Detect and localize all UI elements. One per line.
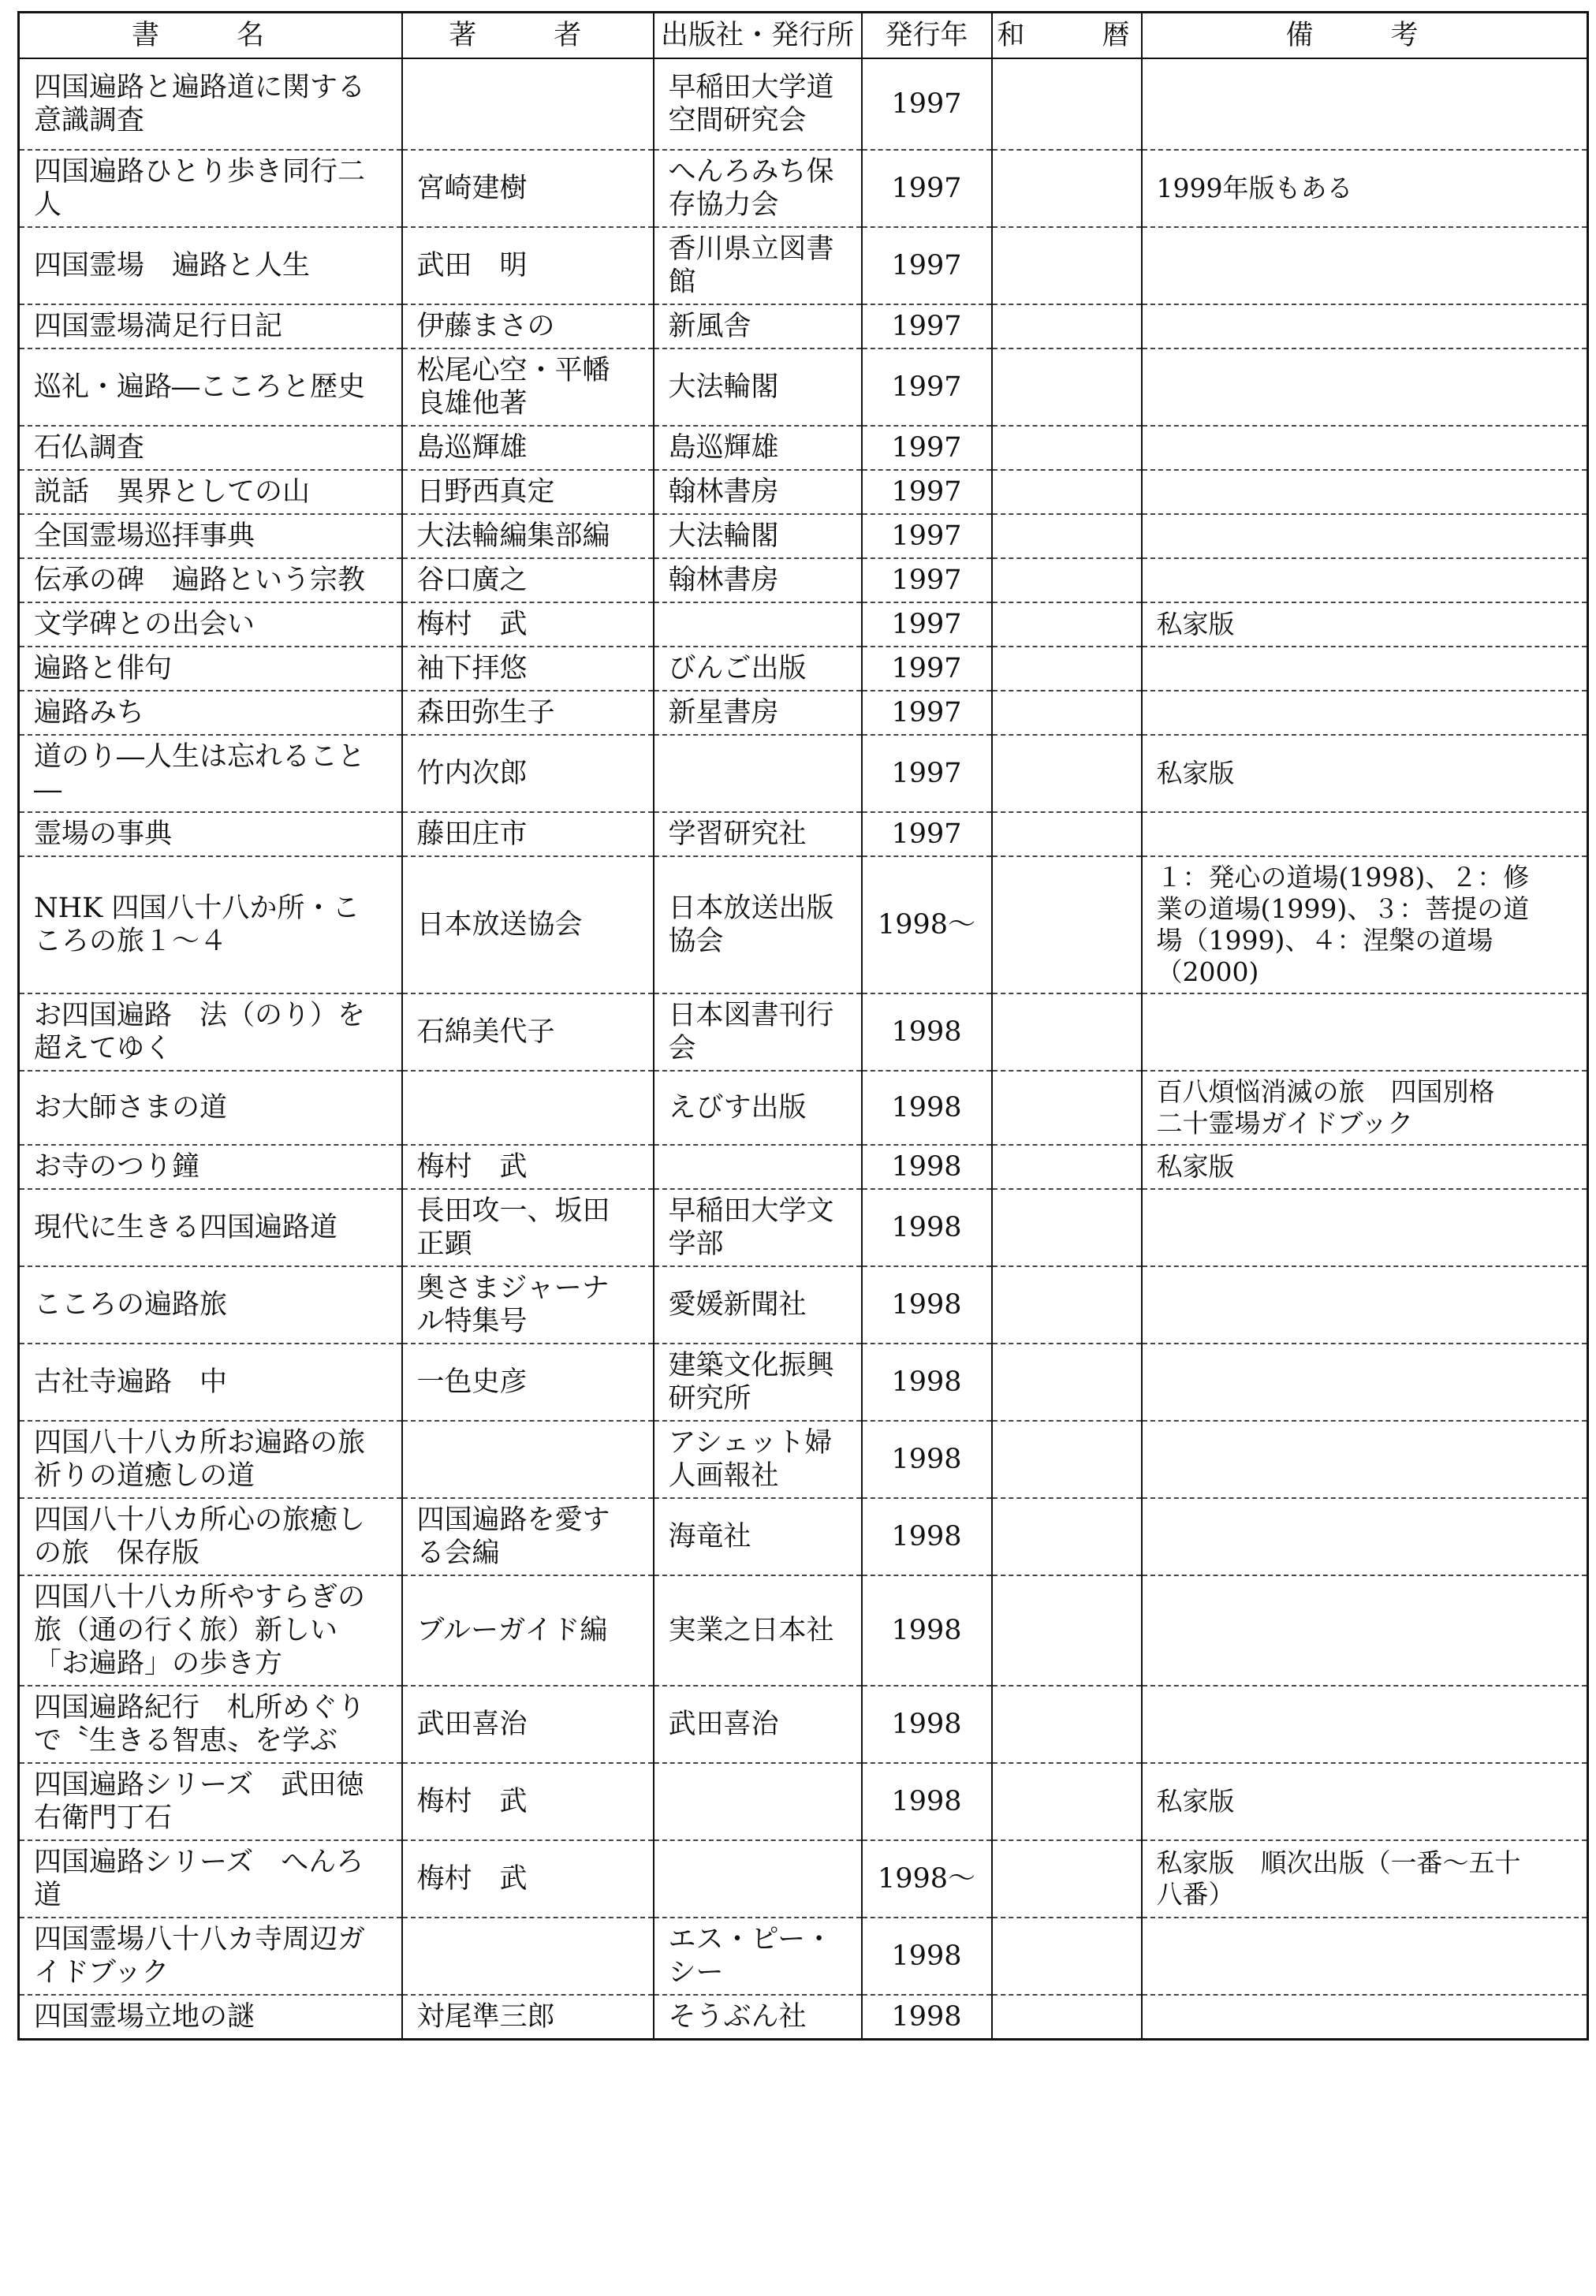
cell-wareki [992, 1498, 1142, 1575]
cell-note [1142, 993, 1588, 1071]
cell-author: 一色史彦 [402, 1344, 654, 1421]
table-body [19, 58, 1588, 2040]
header-year: 発行年 [862, 13, 992, 59]
table-row [19, 1421, 1588, 1498]
cell-note [1142, 348, 1588, 426]
cell-wareki [992, 1840, 1142, 1918]
cell-year: 1997 [862, 227, 992, 304]
table-row [19, 993, 1588, 1071]
cell-author: 梅村 武 [402, 1840, 654, 1918]
cell-title: 石仏調査 [19, 426, 402, 470]
cell-note [1142, 58, 1588, 150]
cell-title: 巡礼・遍路―こころと歴史 [19, 348, 402, 426]
cell-note: 私家版 [1142, 1145, 1588, 1189]
cell-author: 梅村 武 [402, 602, 654, 647]
table-row [19, 426, 1588, 470]
cell-year: 1998 [862, 1266, 992, 1344]
cell-publisher: 学習研究社 [654, 812, 862, 856]
cell-wareki [992, 1421, 1142, 1498]
cell-title: お四国遍路 法（のり）を 超えてゆく [19, 993, 402, 1071]
header-title: 書 名 [19, 13, 402, 59]
cell-title: 全国霊場巡拝事典 [19, 514, 402, 558]
cell-publisher [654, 602, 862, 647]
cell-note [1142, 1498, 1588, 1575]
cell-year: 1998 [862, 1189, 992, 1266]
cell-author: 伊藤まさの [402, 304, 654, 348]
cell-title: 四国霊場八十八カ寺周辺ガ イドブック [19, 1918, 402, 1995]
cell-wareki [992, 1189, 1142, 1266]
cell-wareki [992, 1071, 1142, 1145]
cell-publisher: 武田喜治 [654, 1686, 862, 1763]
cell-publisher: 翰林書房 [654, 558, 862, 602]
cell-note [1142, 426, 1588, 470]
table-row [19, 1145, 1588, 1189]
cell-note: １：発心の道場(1998)、２：修 業の道場(1999)、３：菩提の道 場（1999)、４：涅槃の道場 （2000) [1142, 856, 1588, 993]
cell-title: 四国遍路ひとり歩き同行二人 [19, 150, 402, 227]
cell-note: 私家版 順次出版（一番～五十 八番） [1142, 1840, 1588, 1918]
cell-note [1142, 558, 1588, 602]
cell-publisher [654, 1840, 862, 1918]
cell-year: 1997 [862, 58, 992, 150]
cell-note [1142, 470, 1588, 514]
cell-year: 1997 [862, 348, 992, 426]
cell-wareki [992, 691, 1142, 735]
cell-title: 文学碑との出会い [19, 602, 402, 647]
cell-publisher: エス・ピー・ シー [654, 1918, 862, 1995]
cell-wareki [992, 1145, 1142, 1189]
cell-note [1142, 1575, 1588, 1686]
header-note: 備 考 [1142, 13, 1588, 59]
table-row [19, 735, 1588, 812]
cell-title: 四国霊場満足行日記 [19, 304, 402, 348]
cell-wareki [992, 514, 1142, 558]
cell-title: 説話 異界としての山 [19, 470, 402, 514]
cell-wareki [992, 1995, 1142, 2040]
cell-author: ブルーガイド編 [402, 1575, 654, 1686]
cell-wareki [992, 647, 1142, 691]
cell-wareki [992, 993, 1142, 1071]
cell-author: 藤田庄市 [402, 812, 654, 856]
cell-year: 1997 [862, 602, 992, 647]
cell-title: 四国霊場立地の謎 [19, 1995, 402, 2040]
cell-wareki [992, 58, 1142, 150]
cell-wareki [992, 304, 1142, 348]
cell-wareki [992, 1763, 1142, 1840]
cell-publisher: 香川県立図書館 [654, 227, 862, 304]
table-row [19, 1995, 1588, 2040]
cell-author: 日本放送協会 [402, 856, 654, 993]
cell-author [402, 1918, 654, 1995]
cell-year: 1997 [862, 735, 992, 812]
cell-year: 1997 [862, 426, 992, 470]
cell-author: 奥さまジャーナ ル特集号 [402, 1266, 654, 1344]
cell-year: 1997 [862, 812, 992, 856]
cell-year: 1997 [862, 470, 992, 514]
cell-author: 島巡輝雄 [402, 426, 654, 470]
cell-year: 1998 [862, 1344, 992, 1421]
cell-title: こころの遍路旅 [19, 1266, 402, 1344]
cell-publisher: 日本放送出版 協会 [654, 856, 862, 993]
cell-wareki [992, 150, 1142, 227]
cell-note: 私家版 [1142, 735, 1588, 812]
cell-author: 宮崎建樹 [402, 150, 654, 227]
cell-author [402, 1071, 654, 1145]
cell-note: 1999年版もある [1142, 150, 1588, 227]
bibliography-table [17, 11, 1589, 2041]
cell-wareki [992, 1918, 1142, 1995]
cell-year: 1997 [862, 514, 992, 558]
cell-author: 武田喜治 [402, 1686, 654, 1763]
cell-year: 1998 [862, 1498, 992, 1575]
cell-wareki [992, 426, 1142, 470]
cell-year: 1997 [862, 150, 992, 227]
cell-title: お寺のつり鐘 [19, 1145, 402, 1189]
table-row [19, 227, 1588, 304]
cell-author [402, 58, 654, 150]
cell-title: 四国遍路紀行 札所めぐり で〝生きる智恵〟を学ぶ [19, 1686, 402, 1763]
table-row [19, 1071, 1588, 1145]
cell-publisher: へんろみち保 存協力会 [654, 150, 862, 227]
cell-publisher: 早稲田大学文 学部 [654, 1189, 862, 1266]
cell-publisher: 翰林書房 [654, 470, 862, 514]
cell-note [1142, 227, 1588, 304]
cell-author: 武田 明 [402, 227, 654, 304]
cell-year: 1997 [862, 691, 992, 735]
cell-publisher [654, 735, 862, 812]
cell-year: 1998 [862, 993, 992, 1071]
table-row [19, 1763, 1588, 1840]
table-row [19, 1344, 1588, 1421]
cell-publisher: 早稲田大学道 空間研究会 [654, 58, 862, 150]
cell-author: 森田弥生子 [402, 691, 654, 735]
cell-wareki [992, 558, 1142, 602]
table-row [19, 150, 1588, 227]
cell-author: 梅村 武 [402, 1145, 654, 1189]
cell-author: 大法輪編集部編 [402, 514, 654, 558]
cell-note [1142, 691, 1588, 735]
table-row [19, 1686, 1588, 1763]
cell-title: 遍路と俳句 [19, 647, 402, 691]
cell-publisher [654, 1763, 862, 1840]
cell-note [1142, 1189, 1588, 1266]
cell-note [1142, 304, 1588, 348]
cell-wareki [992, 1686, 1142, 1763]
cell-title: 四国遍路と遍路道に関する 意識調査 [19, 58, 402, 150]
cell-publisher: 新風舎 [654, 304, 862, 348]
cell-title: NHK 四国八十八か所・こ ころの旅１～４ [19, 856, 402, 993]
bibliography-sheet [17, 11, 1587, 2041]
cell-publisher: アシェット婦 人画報社 [654, 1421, 862, 1498]
cell-title: 霊場の事典 [19, 812, 402, 856]
table-row [19, 1840, 1588, 1918]
cell-note [1142, 647, 1588, 691]
cell-year: 1997 [862, 558, 992, 602]
cell-publisher: 愛媛新聞社 [654, 1266, 862, 1344]
cell-author: 袖下拝悠 [402, 647, 654, 691]
cell-year: 1998 [862, 1763, 992, 1840]
cell-title: 現代に生きる四国遍路道 [19, 1189, 402, 1266]
cell-year: 1998 [862, 1421, 992, 1498]
table-row [19, 647, 1588, 691]
table-row [19, 602, 1588, 647]
cell-author: 対尾準三郎 [402, 1995, 654, 2040]
cell-publisher: 海竜社 [654, 1498, 862, 1575]
header-author: 著 者 [402, 13, 654, 59]
cell-note [1142, 1686, 1588, 1763]
cell-publisher: 建築文化振興 研究所 [654, 1344, 862, 1421]
cell-wareki [992, 1575, 1142, 1686]
table-row [19, 58, 1588, 150]
header-row [19, 13, 1588, 59]
cell-wareki [992, 1266, 1142, 1344]
cell-year: 1998 [862, 1686, 992, 1763]
cell-wareki [992, 1344, 1142, 1421]
cell-year: 1998～ [862, 1840, 992, 1918]
cell-note: 私家版 [1142, 602, 1588, 647]
cell-author: 梅村 武 [402, 1763, 654, 1840]
cell-title: 四国八十八カ所やすらぎの 旅（通の行く旅）新しい 「お遍路」の歩き方 [19, 1575, 402, 1686]
cell-publisher: そうぶん社 [654, 1995, 862, 2040]
cell-title: お大師さまの道 [19, 1071, 402, 1145]
table-row [19, 1575, 1588, 1686]
cell-year: 1998～ [862, 856, 992, 993]
cell-wareki [992, 227, 1142, 304]
table-row [19, 1266, 1588, 1344]
cell-note [1142, 1266, 1588, 1344]
cell-title: 四国八十八カ所お遍路の旅 祈りの道癒しの道 [19, 1421, 402, 1498]
header-publisher: 出版社・発行所 [654, 13, 862, 59]
cell-wareki [992, 856, 1142, 993]
cell-note: 百八煩悩消滅の旅 四国別格 二十霊場ガイドブック [1142, 1071, 1588, 1145]
table-row [19, 812, 1588, 856]
cell-note [1142, 1344, 1588, 1421]
table-row [19, 348, 1588, 426]
cell-publisher: 大法輪閣 [654, 348, 862, 426]
cell-year: 1997 [862, 304, 992, 348]
table-row [19, 856, 1588, 993]
cell-author: 長田攻一、坂田 正顕 [402, 1189, 654, 1266]
table-row [19, 1918, 1588, 1995]
cell-publisher: 大法輪閣 [654, 514, 862, 558]
table-row [19, 304, 1588, 348]
cell-wareki [992, 735, 1142, 812]
table-row [19, 514, 1588, 558]
table-row [19, 470, 1588, 514]
cell-author: 竹内次郎 [402, 735, 654, 812]
cell-title: 古社寺遍路 中 [19, 1344, 402, 1421]
cell-title: 伝承の碑 遍路という宗教 [19, 558, 402, 602]
cell-wareki [992, 348, 1142, 426]
cell-year: 1998 [862, 1918, 992, 1995]
cell-publisher: えびす出版 [654, 1071, 862, 1145]
cell-year: 1998 [862, 1575, 992, 1686]
cell-year: 1998 [862, 1145, 992, 1189]
cell-title: 道のり―人生は忘れること― [19, 735, 402, 812]
cell-title: 遍路みち [19, 691, 402, 735]
cell-title: 四国遍路シリーズ へんろ道 [19, 1840, 402, 1918]
cell-note [1142, 1421, 1588, 1498]
cell-wareki [992, 602, 1142, 647]
cell-note [1142, 812, 1588, 856]
cell-title: 四国八十八カ所心の旅癒し の旅 保存版 [19, 1498, 402, 1575]
cell-year: 1997 [862, 647, 992, 691]
cell-wareki [992, 470, 1142, 514]
cell-author: 四国遍路を愛す る会編 [402, 1498, 654, 1575]
cell-author [402, 1421, 654, 1498]
cell-year: 1998 [862, 1995, 992, 2040]
cell-title: 四国霊場 遍路と人生 [19, 227, 402, 304]
cell-publisher: 新星書房 [654, 691, 862, 735]
cell-publisher: びんご出版 [654, 647, 862, 691]
table-row [19, 558, 1588, 602]
table-row [19, 691, 1588, 735]
table-header [19, 13, 1588, 59]
cell-note [1142, 1995, 1588, 2040]
cell-author: 日野西真定 [402, 470, 654, 514]
cell-author: 谷口廣之 [402, 558, 654, 602]
cell-publisher: 日本図書刊行会 [654, 993, 862, 1071]
cell-publisher: 実業之日本社 [654, 1575, 862, 1686]
cell-year: 1998 [862, 1071, 992, 1145]
cell-author: 松尾心空・平幡 良雄他著 [402, 348, 654, 426]
cell-note [1142, 1918, 1588, 1995]
table-row [19, 1189, 1588, 1266]
cell-title: 四国遍路シリーズ 武田徳 右衛門丁石 [19, 1763, 402, 1840]
cell-note [1142, 514, 1588, 558]
cell-publisher: 島巡輝雄 [654, 426, 862, 470]
cell-wareki [992, 812, 1142, 856]
table-row [19, 1498, 1588, 1575]
header-wareki: 和 暦 [992, 13, 1142, 59]
cell-publisher [654, 1145, 862, 1189]
cell-note: 私家版 [1142, 1763, 1588, 1840]
cell-author: 石綿美代子 [402, 993, 654, 1071]
